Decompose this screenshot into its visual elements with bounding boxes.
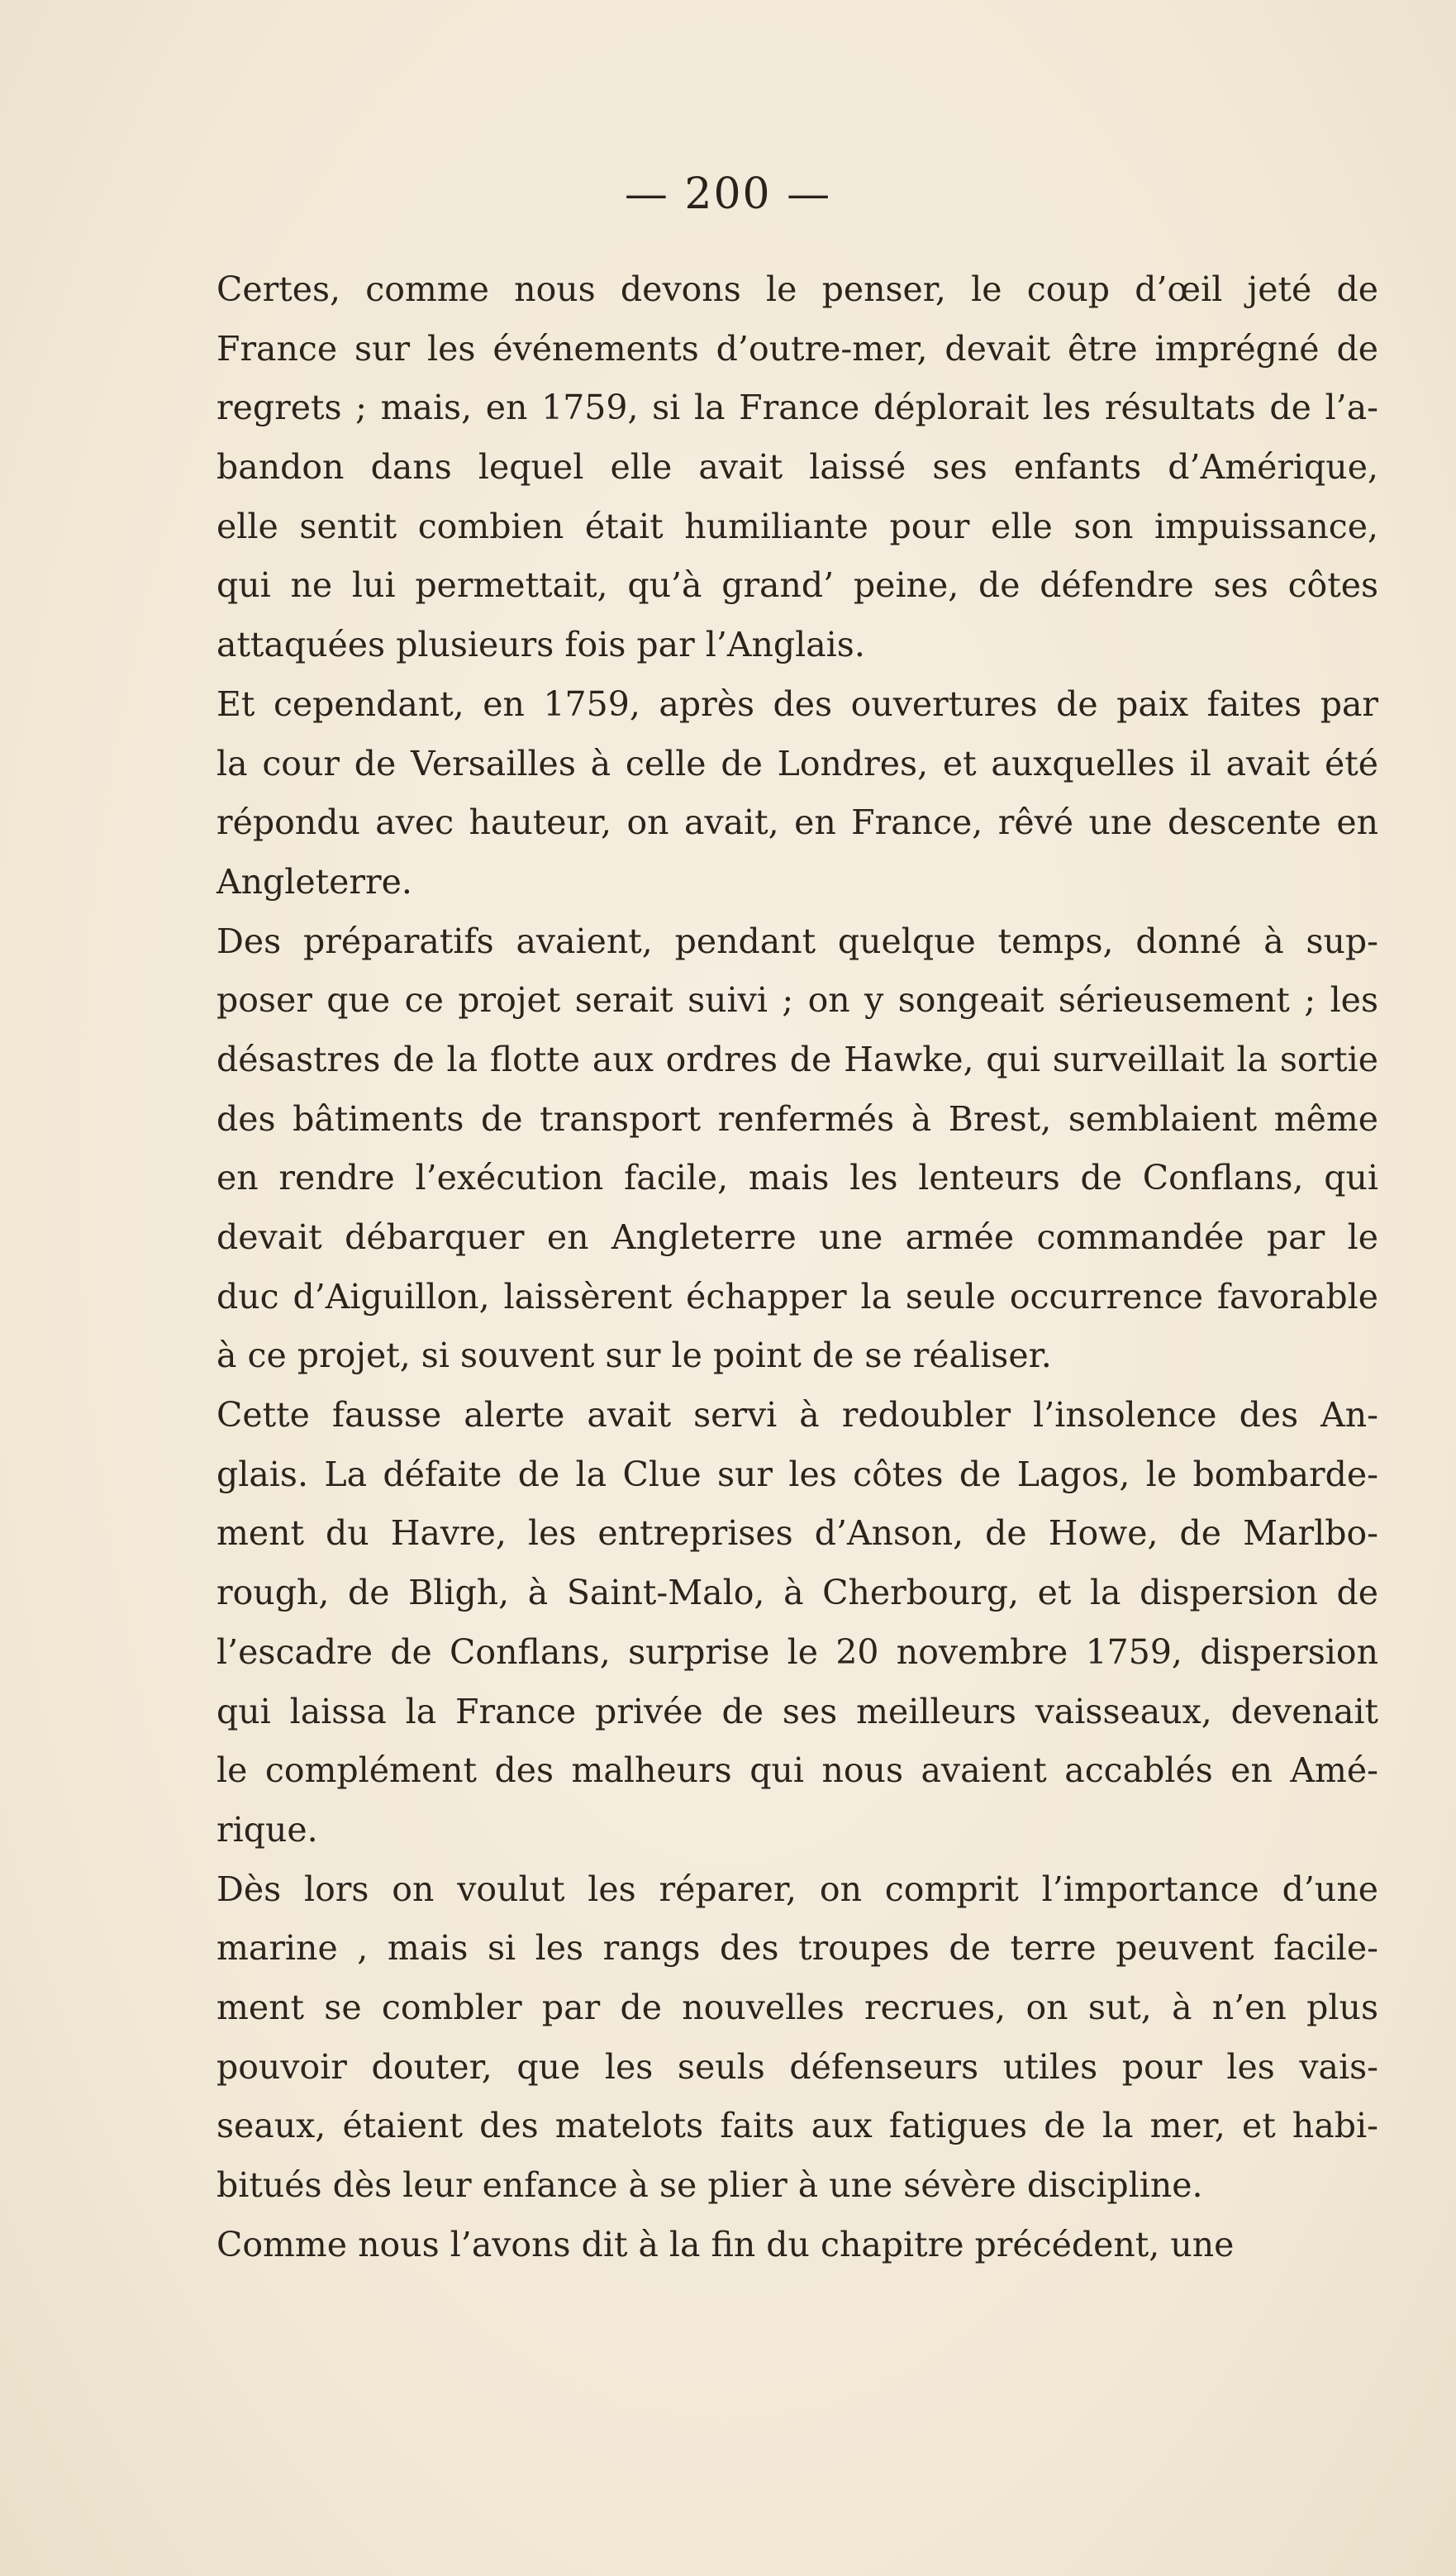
text-line: regrets ; mais, en 1759, si la France déplorait les résultats de l’a- <box>216 388 1378 428</box>
text-line: désastres de la flotte aux ordres de Hawke, qui surveillait la sortie <box>216 1039 1378 1079</box>
text-line: des bâtiments de transport renfermés à Brest, semblaient même <box>216 1098 1378 1139</box>
paragraph <box>216 1860 1378 2216</box>
text-line: ment du Havre, les entreprises d’Anson, de Howe, de Marlbo- <box>216 1513 1378 1554</box>
text-line: rique. <box>216 1809 318 1850</box>
text-line: Dès lors on voulut les réparer, on comprit l’importance d’une <box>216 1869 1378 1909</box>
text-line: bitués dès leur enfance à se plier à une sévère discipline. <box>216 2165 1203 2205</box>
text-line: France sur les événements d’outre-mer, devait être imprégné de <box>216 328 1378 369</box>
text-line: attaquées plusieurs fois par l’Anglais. <box>216 625 865 665</box>
text-line: devait débarquer en Angleterre une armée commandée par le <box>216 1217 1378 1257</box>
text-line: pouvoir douter, que les seuls défenseurs utiles pour les vais- <box>216 2046 1378 2087</box>
text-line: Cette fausse alerte avait servi à redoubler l’insolence des An- <box>216 1395 1378 1436</box>
paragraph <box>216 260 1378 675</box>
paragraph <box>216 675 1378 912</box>
text-line: bandon dans lequel elle avait laissé ses enfants d’Amérique, <box>216 447 1378 488</box>
text-line: qui ne lui permettait, qu’à grand’ peine, de défendre ses côtes <box>216 565 1378 606</box>
text-line: l’escadre de Conflans, surprise le 20 novembre 1759, dispersion <box>216 1631 1378 1672</box>
text-line: Angleterre. <box>216 861 412 902</box>
paragraph <box>216 912 1378 1387</box>
text-line: Et cependant, en 1759, après des ouvertures de paix faites par <box>216 683 1378 724</box>
text-line: seaux, étaient des matelots faits aux fatigues de la mer, et habi- <box>216 2106 1378 2146</box>
paragraph <box>216 2216 1378 2275</box>
paragraph <box>216 1386 1378 1860</box>
text-line: la cour de Versailles à celle de Londres, et auxquelles il avait été <box>216 743 1378 783</box>
body-text <box>216 260 1378 2274</box>
text-line: le complément des malheurs qui nous avaient accablés en Amé- <box>216 1750 1378 1791</box>
text-line: ment se combler par de nouvelles recrues, on sut, à n’en plus <box>216 1987 1378 2027</box>
text-line: répondu avec hauteur, on avait, en France, rêvé une descente en <box>216 802 1378 843</box>
text-line: duc d’Aiguillon, laissèrent échapper la seule occurrence favorable <box>216 1276 1378 1317</box>
text-line: Comme nous l’avons dit à la fin du chapitre précédent, une <box>216 2224 1235 2264</box>
text-line: elle sentit combien était humiliante pour elle son impuissance, <box>216 506 1378 546</box>
page-number: — 200 — <box>624 169 832 219</box>
text-line: rough, de Bligh, à Saint-Malo, à Cherbourg, et la dispersion de <box>216 1573 1378 1613</box>
text-line: qui laissa la France privée de ses meilleurs vaisseaux, devenait <box>216 1691 1378 1731</box>
text-line: en rendre l’exécution facile, mais les lenteurs de Conflans, qui <box>216 1158 1378 1198</box>
text-line: marine , mais si les rangs des troupes de terre peuvent facile- <box>216 1928 1378 1969</box>
text-line: poser que ce projet serait suivi ; on y songeait sérieusement ; les <box>216 980 1378 1021</box>
text-line: glais. La défaite de la Clue sur les côtes de Lagos, le bombarde- <box>216 1454 1378 1494</box>
text-line: à ce projet, si souvent sur le point de se réaliser. <box>216 1336 1052 1376</box>
text-line: Des préparatifs avaient, pendant quelque temps, donné à sup- <box>216 921 1378 961</box>
text-line: Certes, comme nous devons le penser, le coup d’œil jeté de <box>216 269 1378 309</box>
